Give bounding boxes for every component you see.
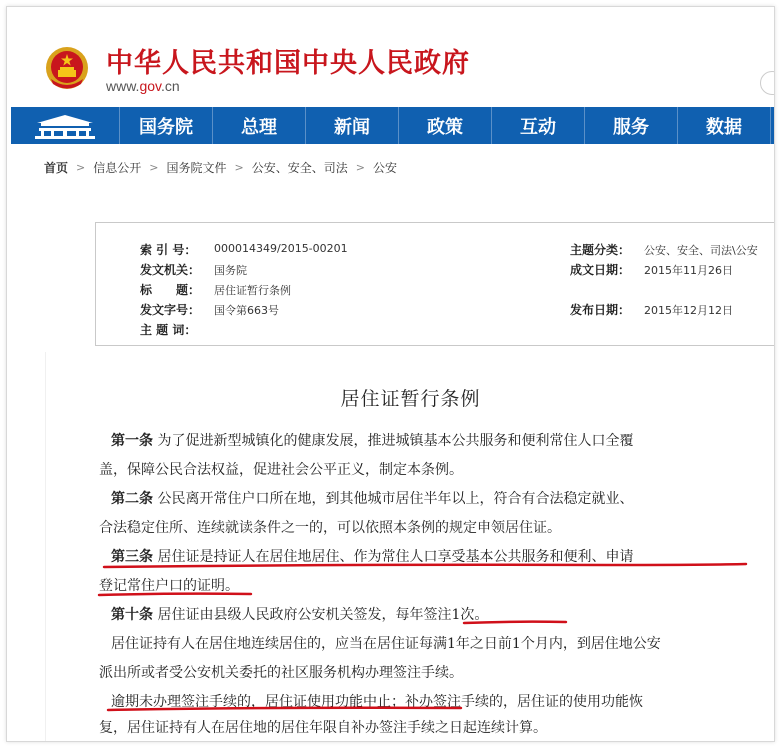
screenshot-frame: [6, 6, 775, 742]
index-label: 索 引 号：: [140, 243, 197, 257]
article-10-line-5: 复，居住证持有人在居住地的居住年限自补办签注手续之日起连续计算。: [99, 720, 547, 736]
article-10-text-1b: 每年签注1次。: [395, 607, 489, 623]
site-url-suffix: .cn: [161, 78, 180, 94]
breadcrumb-state-council-docs[interactable]: 国务院文件: [166, 161, 227, 175]
chevron-right-icon: >: [234, 161, 244, 174]
document-info-box: [95, 222, 775, 346]
article-2-label: 第二条: [111, 491, 153, 507]
breadcrumb-home[interactable]: 首页: [44, 161, 69, 175]
article-3-label: 第三条: [111, 549, 153, 565]
article-10-text-1a: 居住证由县级人民政府公安机关签发，: [157, 607, 396, 623]
breadcrumb-info-public[interactable]: 信息公开: [93, 161, 142, 175]
publish-date-value: 2015年12月12日: [644, 304, 733, 317]
nav-item-fuwu[interactable]: 服务: [585, 107, 678, 144]
national-emblem-icon: [45, 45, 89, 91]
title-label: 标 题：: [140, 283, 201, 297]
docno-label: 发文字号：: [140, 303, 201, 317]
document-title: 居住证暂行条例: [340, 388, 481, 410]
article-10-line-2: 居住证持有人在居住地连续居住的，应当在居住证每满1年之日前1个月内，到居住地公安: [111, 636, 661, 652]
breadcrumb-public-security-justice[interactable]: 公安、安全、司法: [251, 161, 348, 175]
main-nav: [11, 107, 774, 144]
subject-label: 主 题 词：: [140, 323, 197, 337]
issuer-value: 国务院: [214, 264, 247, 277]
nav-item-xinwen[interactable]: 新闻: [306, 107, 399, 144]
nav-home-building-icon[interactable]: [11, 107, 120, 144]
site-header: [7, 7, 774, 107]
chevron-right-icon: >: [355, 161, 365, 174]
nav-item-zhengce[interactable]: 政策: [399, 107, 492, 144]
article-2-text-1: 公民离开常住户口所在地，到其他城市居住半年以上，符合有合法稳定就业、: [157, 491, 634, 507]
category-value: 公安、安全、司法\公安: [644, 244, 758, 257]
written-date-value: 2015年11月26日: [644, 264, 733, 277]
site-name[interactable]: 中华人民共和国中央人民政府: [106, 48, 470, 79]
nav-item-zongli[interactable]: 总理: [213, 107, 306, 144]
index-value: 000014349/2015-00201: [214, 242, 348, 255]
breadcrumb-public-security[interactable]: 公安: [372, 161, 397, 175]
article-1-label: 第一条: [111, 433, 153, 449]
site-url-brand: gov: [139, 78, 161, 94]
article-10-text-4a: 逾期未办理签注手续的，居住证使用功能中止；: [111, 694, 405, 710]
article-10-text-4b: 补办签注手续的，居住证的使用功能恢: [405, 694, 643, 710]
title-value: 居住证暂行条例: [214, 284, 291, 297]
chevron-right-icon: >: [76, 161, 86, 174]
issuer-label: 发文机关：: [140, 263, 201, 277]
article-3-text-1: 居住证是持证人在居住地居住、作为常住人口享受基本公共服务和便利、申请: [157, 549, 634, 565]
article-3-line-2: 登记常住户口的证明。: [99, 578, 239, 594]
article-10-line-3: 派出所或者受公安机关委托的社区服务机构办理签注手续。: [99, 665, 463, 681]
breadcrumb: [44, 159, 397, 176]
site-url-prefix: www.: [106, 78, 140, 94]
nav-item-shuju[interactable]: 数据: [678, 107, 771, 144]
site-url[interactable]: [106, 78, 180, 94]
written-date-label: 成文日期：: [570, 263, 631, 277]
article-1-line-2: 盖，保障公民合法权益，促进社会公平正义，制定本条例。: [99, 462, 463, 478]
tiananmen-icon: [33, 113, 97, 139]
scroll-indicator[interactable]: [760, 71, 775, 95]
nav-item-guowuyuan[interactable]: 国务院: [120, 107, 213, 144]
document-body: [45, 352, 775, 741]
docno-value: 国令第663号: [214, 304, 279, 317]
article-2-line-2: 合法稳定住所、连续就读条件之一的，可以依照本条例的规定申领居住证。: [99, 520, 561, 536]
publish-date-label: 发布日期：: [570, 303, 631, 317]
red-annotation-underlines: [46, 352, 775, 741]
nav-item-hudong[interactable]: 互动: [492, 107, 585, 144]
article-10-label: 第十条: [111, 607, 153, 623]
article-1-text-1: 为了促进新型城镇化的健康发展，推进城镇基本公共服务和便利常住人口全覆: [157, 433, 634, 449]
category-label: 主题分类：: [570, 243, 631, 257]
chevron-right-icon: >: [149, 161, 159, 174]
